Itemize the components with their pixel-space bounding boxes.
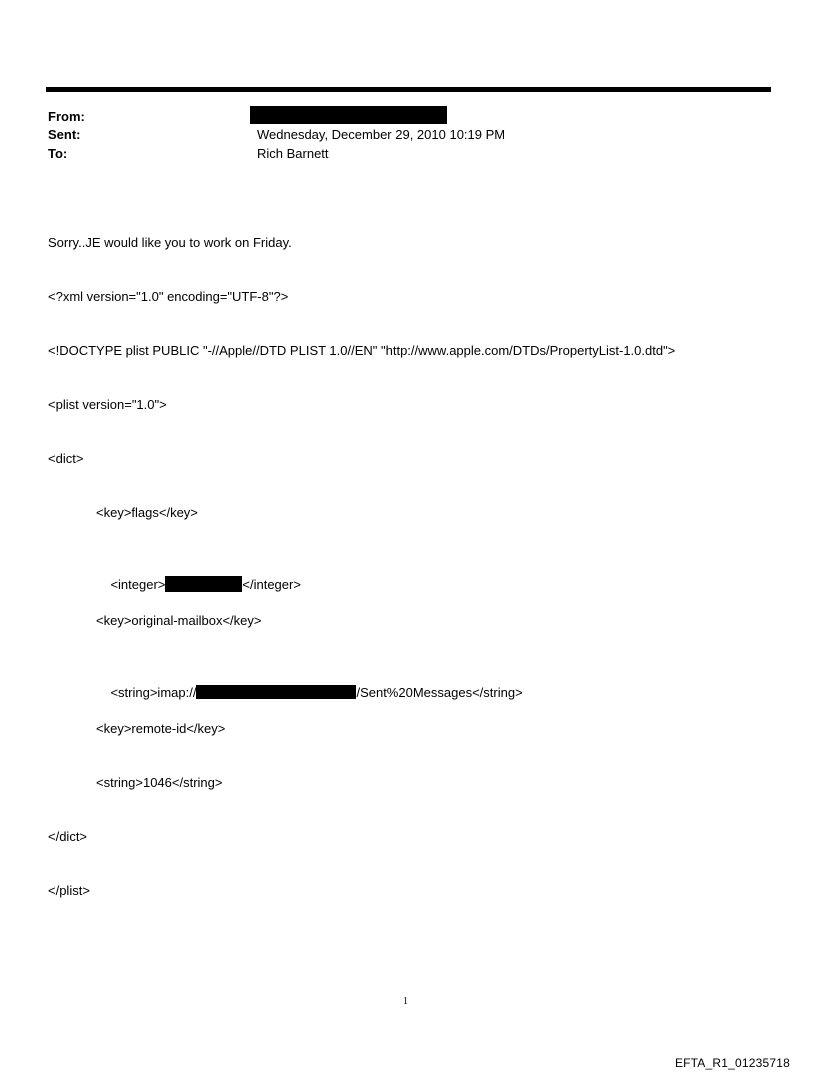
body-line: <?xml version="1.0" encoding="UTF-8"?>	[48, 289, 289, 304]
body-line: Sorry..JE would like you to work on Friday.	[48, 235, 292, 250]
to-value: Rich Barnett	[257, 146, 329, 161]
body-line: <key>flags</key>	[96, 505, 198, 520]
page-number: 1	[403, 996, 408, 1007]
body-line: </dict>	[48, 829, 88, 844]
body-line-integer	[48, 558, 675, 592]
body-line: <!DOCTYPE plist PUBLIC "-//Apple//DTD PLIST 1.0//EN" "http://www.apple.com/DTDs/PropertyList-1.0.dtd">	[48, 343, 676, 358]
message-body	[48, 198, 675, 918]
integer-open-tag: <integer>	[110, 577, 166, 592]
body-line: </plist>	[48, 883, 90, 898]
mailbox-redaction	[196, 685, 356, 699]
body-line: <key>remote-id</key>	[96, 721, 226, 736]
string-mailbox-suffix: /Sent%20Messages</string>	[356, 685, 523, 700]
body-line: <key>original-mailbox</key>	[96, 613, 262, 628]
body-line: <string>1046</string>	[96, 775, 223, 790]
sent-label: Sent:	[48, 127, 81, 142]
integer-close-tag: </integer>	[242, 577, 301, 592]
sent-value: Wednesday, December 29, 2010 10:19 PM	[257, 127, 506, 142]
from-label: From:	[48, 109, 85, 124]
body-line: <dict>	[48, 451, 84, 466]
to-label: To:	[48, 146, 68, 161]
integer-redaction	[165, 576, 242, 592]
header-rule	[46, 87, 771, 92]
body-line-mailbox	[48, 666, 675, 700]
from-redaction	[250, 106, 447, 124]
body-line: <plist version="1.0">	[48, 397, 167, 412]
string-imap-prefix: <string>imap://	[110, 685, 197, 700]
bates-number: EFTA_R1_01235718	[674, 1056, 790, 1070]
